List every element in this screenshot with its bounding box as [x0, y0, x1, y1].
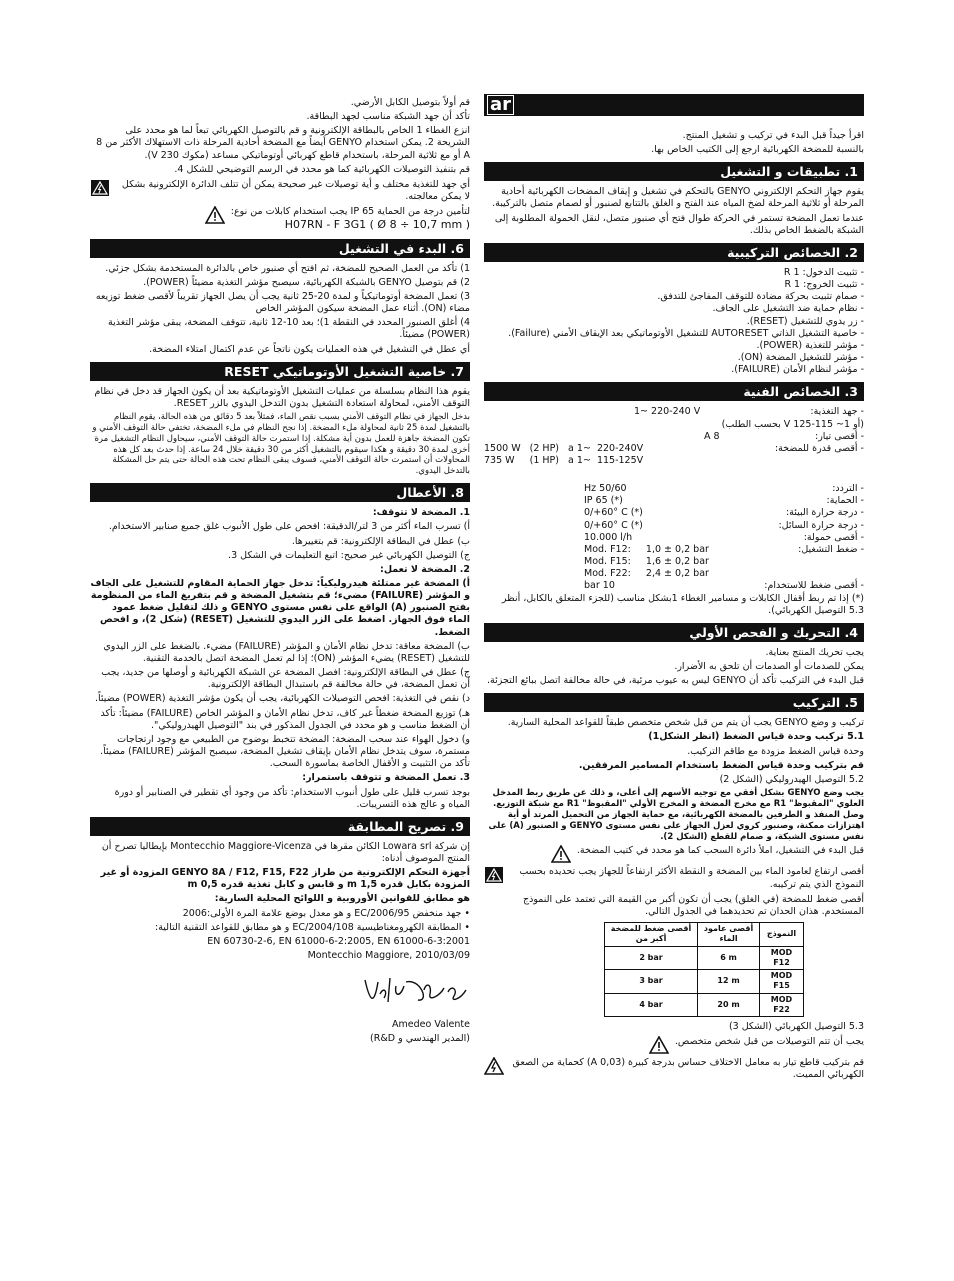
paragraph: يقوم هذا النظام بسلسلة من عمليات التشغيل الأوتوماتيكية بعد أن يكون الجهاز قد دخل في نظام التوقف الأمني، لمحاولة استعادة التشغيل بدون التدخل اليدوي بالزر RESET.	[94, 385, 470, 409]
paragraph: أ) تسرب الماء أكثر من 3 لتر/الدقيقة: افحص على طول الأنبوب غلق جميع صنابير الاستخدام.	[108, 521, 470, 533]
subsection-5-2-title: 5.2 التوصيل الهيدروليكي (الشكل 2)	[719, 773, 864, 785]
section-1-text: عندما تعمل المضخة تستمر في الحركة طوال فتح أي صنبور متصل، لنقل الحمولة المطلوبة إلى الشبكة بالضغط الخاص بذلك.	[494, 212, 864, 236]
warning-box	[90, 206, 470, 232]
signatory-name: Amedeo Valente	[392, 1018, 470, 1030]
paragraph: 4) أغلق الصنبور المحدد في النقطة 1)؛ بعد 10-12 ثانية، تتوقف المضخة، يبقى مؤشر التغذية (POWER) مضيئاً.	[108, 317, 470, 341]
paragraph: ج) التوصيل الكهربائي غير صحيح: اتبع التعليمات في الشكل 3.	[228, 549, 470, 561]
list-item: - مؤشر لنظام الأمان (FAILURE).	[731, 364, 864, 376]
paragraph: 2) قم بتوصيل GENYO بالشبكة الكهربائية، سيصبح مؤشر التغذية مضيئاً (POWER).	[143, 276, 470, 288]
standards-line: EN 60730-2-6, EN 61000-6-2:2005, EN 61000-6-3:2001	[207, 935, 470, 947]
section-5-title: 5. التركيب	[484, 693, 864, 712]
spec-value: IP 65 (*)	[584, 495, 623, 507]
section-1-text: يقوم جهاز التحكم الإلكتروني GENYO بالتحكم في تشغيل و إيقاف المضخات الكهربائية أحادية المرحلة أو ثلاثية المرحلة لضخ المياه عند الفتح و الغلق بالتتابع لصنبور أو لصمام متصل بالتركيبة.	[492, 186, 864, 210]
subsection-5-2-bold: يجب وضع GENYO بشكل أفقي مع توجيه الأسهم إلى أعلى، و ذلك عن طريق ربط المدخل العلوي "المقبوظ" R1 مع مخرج المضخة و المخرج الأولي "المقبوظ" R1 مع شبكة التوزيع. وصل المنفذ و الطرفين بالمضخة الكهربائية، مع حماية الجهاز من التحميل المرتد أو أية اهتزازات ممكنة، وصنبور كروي لعزل الجهاز على نفس مستوى GENYO و الصنبور (A) على نفس مستوى الشبكة، و صمام للقطع (الشكل 2).	[488, 788, 864, 842]
pressure-row: Mod. F15: 1,6 ± 0,2 bar	[584, 556, 709, 568]
power-row: 735 W (1 HP) a 1~ 115-125V	[484, 454, 644, 466]
subheading: 3. تعمل المضخة و تتوقف باستمرار:	[302, 772, 470, 784]
spec-label: - أقصى تيار:	[815, 430, 864, 442]
section-4-title: 4. التحريك و الفحص الأولي	[484, 623, 864, 642]
subsection-5-3-title: 5.3 التوصيل الكهربائي (الشكل 3)	[728, 1020, 864, 1032]
paragraph: هـ) توزيع المضخة ضغطاً غير كاف، تدخل نظام الأمان و المؤشر الخاص (FAILURE) مضيئاً: تأكد أن الضغط مناسب و هو محدد في الجدول المذكور في بند "التوصيل الهيدروليكي".	[100, 707, 470, 731]
spec-label: - ضغط التشغيل:	[798, 543, 864, 555]
subsection-5-1-text: وحدة قياس الضغط مزودة مع طاقم التركيب.	[687, 745, 864, 757]
table-header: النموذج	[760, 923, 804, 946]
spec-label: - درجة حرارة السائل:	[778, 519, 864, 531]
subheading: 1. المضخة لا تتوقف:	[372, 507, 470, 519]
intro-line: بالنسبة للمضخة الكهربائية ارجع إلى الكتيب الخاص بها.	[651, 144, 864, 156]
electrical-warning-icon	[90, 179, 110, 197]
section-3-title: 3. الخصائص الفنية	[484, 382, 864, 401]
subheading: 2. المضخة لا تعمل:	[380, 563, 470, 575]
section-9-title: 9. تصريح المطابقة	[90, 817, 470, 836]
spec-value: bar 10	[584, 580, 615, 592]
spec-note: (أو 1~ 115-125 V بحسب الطلب)	[721, 418, 864, 430]
spec-label: - درجة حرارة البيئة:	[785, 507, 864, 519]
subsection-5-1-title: 5.1 تركيب وحدة قياس الضغط (انظر الشكل1)	[648, 731, 864, 743]
paragraph: قم أولاً بتوصيل الكابل الأرضي.	[350, 97, 470, 108]
table-cell: 20 m	[698, 993, 760, 1016]
table-row	[605, 993, 804, 1016]
warning-text: أي جهد للتغذية مختلف و أية توصيلات غير صحيحة يمكن أن تتلف الدائرة الإلكترونية بشكل لا يمكن معالجته.	[121, 178, 470, 203]
section-1-title: 1. تطبيقات و التشغيل	[484, 162, 864, 181]
warning-text: أقصى ارتفاع لعامود الماء بين المضخة و النقطة الأكثر ارتفاعاً للجهاز يجب تحديده بحسب النموذج الذي يتم تركيبه.	[519, 866, 864, 890]
section-4-text: يجب تحريك المنتج بعناية.	[765, 646, 864, 658]
warning-line: لتأمين درجة من الحماية IP 65 يجب استخدام كابلات من نوع:	[230, 206, 470, 218]
list-item: - زر يدوي للتشغيل (RESET).	[746, 315, 864, 327]
paragraph: ب) المضخة معاقة: تدخل نظام الأمان و المؤشر (FAILURE) مضيء. بالضغط على الزر اليدوي للتشغيل (RESET) يضيء المؤشر (ON)؛ إذا لم تعمل المضخة اتصل بالخدمة التقنية.	[103, 640, 470, 664]
table-cell: MOD F22	[760, 993, 804, 1016]
right-column	[484, 130, 864, 1084]
paragraph: • جهد منخفض 2006/95/EC و هو معدل بوضع علامة المرة الأولى:2006	[182, 907, 470, 919]
spec-label: - جهد التغذية:	[810, 406, 864, 418]
language-badge: ar	[487, 95, 514, 115]
warning-text: يجب أن تتم التوصيلات من قبل شخص متخصص.	[674, 1036, 864, 1048]
power-row: 1500 W (2 HP) a 1~ 220-240V	[484, 442, 644, 454]
paragraph: تأكد أن جهد الشبكة مناسب لجهد البطاقة.	[306, 111, 470, 123]
list-item: - مؤشر للتغذية (POWER).	[756, 339, 864, 351]
warning-box	[484, 845, 864, 863]
table-cell: MOD F15	[760, 970, 804, 993]
spec-value: A 8	[704, 430, 720, 442]
paragraph: بدخل الجهاز في نظام التوقف الأمني بسبب نقص الماء، فمثلاً بعد 5 دقائق من هذه الحالة، يقوم النظام بالتشغيل لمدة 25 ثانية لمحاولة ملء المضخة. إذا نجح النظام في ملء المضخة، تختفي حالة التوقف الأمني و تكون المضخة جاهزة للعمل بدون أية مشكلة. إذا استمرت حالة التوقف الأمني، سيحاول النظام التشغيل مرة أخرى لمدة 30 دقيقة و هكذا سيقوم بالتشغيل أكثر من 30 دقيقة خلال 24 ساعة. إذا حدث بعد كل هذه المحاولات أن استمرت حالة التوقف الأمني، فسوف يبقى النظام تحت هذه الحالة حتى يتم حل المشكلة بالتدخل اليدوي.	[92, 411, 470, 477]
warning-box	[484, 1057, 864, 1081]
section-4-text: قبل البدء في التركيب تأكد أن GENYO ليس به عيوب مرئية، في حالة مخالفة اتصل ببائع التجزئة.	[487, 675, 864, 687]
table-cell: 2 bar	[605, 946, 698, 969]
table-header: أقصى عامود الماء	[698, 923, 760, 946]
paragraph: هو مطابق للقوانين الأوروبية و اللوائح المحلية السارية:	[214, 893, 470, 905]
spec-footnote: (*) إذا تم ربط أقفال الكابلات و مسامير الغطاء 1بشكل مناسب (للجزء المتعلق بالكابل، أنظر 5.3 التوصيل الكهربائي).	[501, 592, 864, 616]
list-item: - تثبيت الخروج: R 1	[784, 279, 864, 291]
left-column	[90, 97, 470, 1047]
spec-value: 0/+60° C (*)	[584, 519, 643, 531]
spec-value: 0/+60° C (*)	[584, 507, 643, 519]
list-item: - مؤشر للتشغيل المضخة (ON).	[737, 352, 864, 364]
section-4-text: يمكن للصدمات أو الصدمات أن تلحق به الأضرار.	[674, 661, 864, 672]
pressure-row: Mod. F22: 2,4 ± 0,2 bar	[584, 568, 709, 580]
electrical-warning-icon	[484, 866, 504, 884]
spec-label: - أقصى ضغط للاستخدام:	[764, 580, 864, 592]
section-2-title: 2. الخصائص التركيبية	[484, 243, 864, 262]
paragraph: إن شركة Lowara srl الكائن مقرها في Montecchio Maggiore-Vicenza بإيطاليا تصرح أن المنتج الموصوف أدناه:	[101, 840, 470, 864]
list-item: - خاصية التشغيل الذاتي AUTORESET للتشغيل الأوتوماتيكي بعد الإيقاف الأمني (Failure).	[508, 327, 864, 339]
table-cell: 6 m	[698, 946, 760, 969]
language-header-bar	[484, 94, 864, 116]
warning-text: قم بتركيب قاطع تيار به معامل الاختلاف حساس بدرجة كبيرة (0,03 A) كحماية من الصعق الكهربائي المميت.	[512, 1057, 864, 1081]
warning-box	[484, 1036, 864, 1054]
table-row	[605, 946, 804, 969]
list-item: - صمام تثبيت بحركة مضادة للتوقف المفاجئ للتدفق.	[657, 291, 864, 303]
spec-value: 1~ 220-240 V	[634, 406, 701, 418]
paragraph: أجهزة التحكم الإلكترونية من طراز GENYO 8A / F12, F15, F22 المزودة أو غير المزودة بكابل قدره 1,5 m و قابس و كابل تغذية قدره 0,5 m	[100, 867, 470, 891]
table-row	[605, 970, 804, 993]
paragraph: • المطابقة الكهرومغناطيسية 2004/108/EC و هو مطابق للقواعد التقنية التالية:	[155, 921, 470, 933]
pressure-table	[604, 922, 804, 1017]
paragraph: 1) تأكد من العمل الصحيح للمضخة، ثم افتح أي صنبور خاص بالدائرة المستخدمة بشكل جزئي.	[105, 262, 470, 274]
warning-triangle-icon	[205, 206, 225, 224]
signatory-role: (المدير الهندسي و R&D)	[370, 1032, 470, 1044]
spec-label: - التردد:	[832, 483, 864, 495]
section-8-title: 8. الأعطال	[90, 483, 470, 502]
warning-text	[231, 206, 470, 232]
cable-spec: H07RN - F 3G1 ( Ø 8 ÷ 10,7 mm )	[284, 218, 470, 232]
paragraph: د) نقص في التغذية: افحص التوصيلات الكهربائية، يجب أن يكون مؤشر التغذية (POWER) مضيئاً.	[94, 693, 470, 705]
paragraph: بوجد تسرب قليل على طول أنبوب الاستخدام: تأكد من وجود أي تقطير في الصنابير أو دورة المياه و عالج هذه التسريبات.	[114, 786, 470, 810]
warning-box	[90, 179, 470, 203]
intro-line: اقرأ جيداً قبل البدء في تركيب و تشغيل المنتج.	[682, 130, 864, 141]
warning-triangle-icon	[551, 845, 571, 863]
table-cell: MOD F12	[760, 946, 804, 969]
power-values	[484, 443, 643, 467]
warning-box	[484, 866, 864, 890]
table-cell: 4 bar	[605, 993, 698, 1016]
paragraph: انزع الغطاء 1 الخاص بالبطاقة الإلكترونية و قم بالتوصيل الكهربائي تبعاً لما هو محدد على الشريحة 2. يمكن استخدام GENYO أيضاً مع المضخة أحادية المرحلة ذات الاستهلاك الأكثر من 8 A أو مع ثلاثية المرحلة، باستخدام قاطع كهربائي أوتوماتيكي مساعد (مكوك 230 V).	[96, 125, 470, 161]
tech-specs	[484, 406, 864, 617]
table-cell: 12 m	[698, 970, 760, 993]
signature-drawing	[360, 972, 470, 1010]
pressure-row: Mod. F12: 1,0 ± 0,2 bar	[584, 543, 709, 555]
section-6-title: 6. البدء في التشغيل	[90, 239, 470, 258]
table-cell: 3 bar	[605, 970, 698, 993]
paragraph: و) دخول الهواء عند سحب المضخة: المضخة تتخبط بوضوح من الطبيعي مع وجود ارتجاجات مستمرة، سوف يتدخل نظام الأمان بإيقاف تشغيل المضخة، سيصبح المؤشر (FAILURE) مضيئاً. تأكد من التثبيت و الأقفال الخاصة بماسورة السحب.	[100, 733, 470, 770]
warning-text: قبل البدء في التشغيل، املأ دائرة السحب كما هو محدد في كتيب المضخة.	[576, 845, 864, 857]
spec-label: - أقصى حمولة:	[803, 531, 864, 543]
paragraph: أي عطل في التشغيل في هذه العمليات يكون ناتجاً عن عدم اكتمال امتلاء المضخة.	[149, 343, 470, 355]
list-item: - تثبيت الدخول: R 1	[783, 266, 864, 278]
section-5-intro: تركيب و وضع GENYO يجب أن يتم من قبل شخص متخصص طبقاً للقواعد المحلية السارية.	[507, 717, 864, 729]
section-7-title: 7. خاصية التشغيل الأوتوماتيكي RESET	[90, 362, 470, 381]
spec-label: - الحماية:	[826, 495, 864, 507]
features-list	[484, 267, 864, 376]
paragraph: ج) عطل في البطاقة الإلكترونية: افصل المضخة عن الشبكة الكهربائية و أوصلها من جديد، يجب أن تعمل المضخة، في حالة مخالفة قم باستبدال البطاقة الإلكترونية.	[101, 667, 470, 691]
signature	[90, 972, 470, 1014]
electric-shock-icon	[484, 1057, 504, 1075]
subsection-5-1-bold: قم بتركيب وحدة قياس الضغط باستخدام المسامير المرفقين.	[578, 759, 864, 771]
place-date: Montecchio Maggiore, 2010/03/09	[307, 950, 470, 962]
pressure-values	[584, 544, 709, 580]
list-item: - نظام حماية ضد التشغيل على الجاف.	[712, 303, 864, 315]
warning-triangle-icon	[649, 1036, 669, 1054]
paragraph: ب) عطل في البطاقة الإلكترونية: قم بتغييرها.	[291, 535, 470, 547]
spec-value: Hz 50/60	[584, 483, 627, 495]
spec-label: - أقصى قدرة للمضخة:	[774, 442, 864, 454]
table-header: أقصى ضغط للمضخة أكبر من	[605, 923, 698, 946]
spec-value: 10.000 l/h	[584, 531, 633, 543]
paragraph: قم بتنفيذ التوصيلات الكهربائية كما هو محدد في الرسم التوضيحي للشكل 4.	[174, 163, 470, 175]
paragraph: أ) المضخة غير ممتلئة هيدروليكياً: تدخل جهاز الحماية المقاوم للتشغيل على الجاف و المؤشر (FAILURE) مضيء؛ قم بتشغيل المضخة و قم بتفريغ الماء من المنظومة بفتح الصنبور (A) الواقع على نفس مستوى GENYO و ذلك لتقليل ضغط عمود الماء فوق الجهاز. اضغط على الزر اليدوي للتشغيل (RESET) (شكل 2)، و افحص الضغط.	[90, 578, 470, 638]
paragraph: 3) تعمل المضخة أوتوماتيكياً و لمدة 20-25 ثانية يجب أن يصل الجهاز تقريباً لأقصى ضغط توزيعه مضاء (ON). أثناء عمل المضخة سيكون المؤشر الخاص	[95, 290, 470, 315]
subsection-5-2-text: أقصى ضغط للمضخة (في الغلق) يجب أن تكون أكبر من القيمة التي تعتمد على النموذج المستخدم. هذان الحدان تم تحديدهما في الجدول التالي.	[523, 893, 864, 917]
